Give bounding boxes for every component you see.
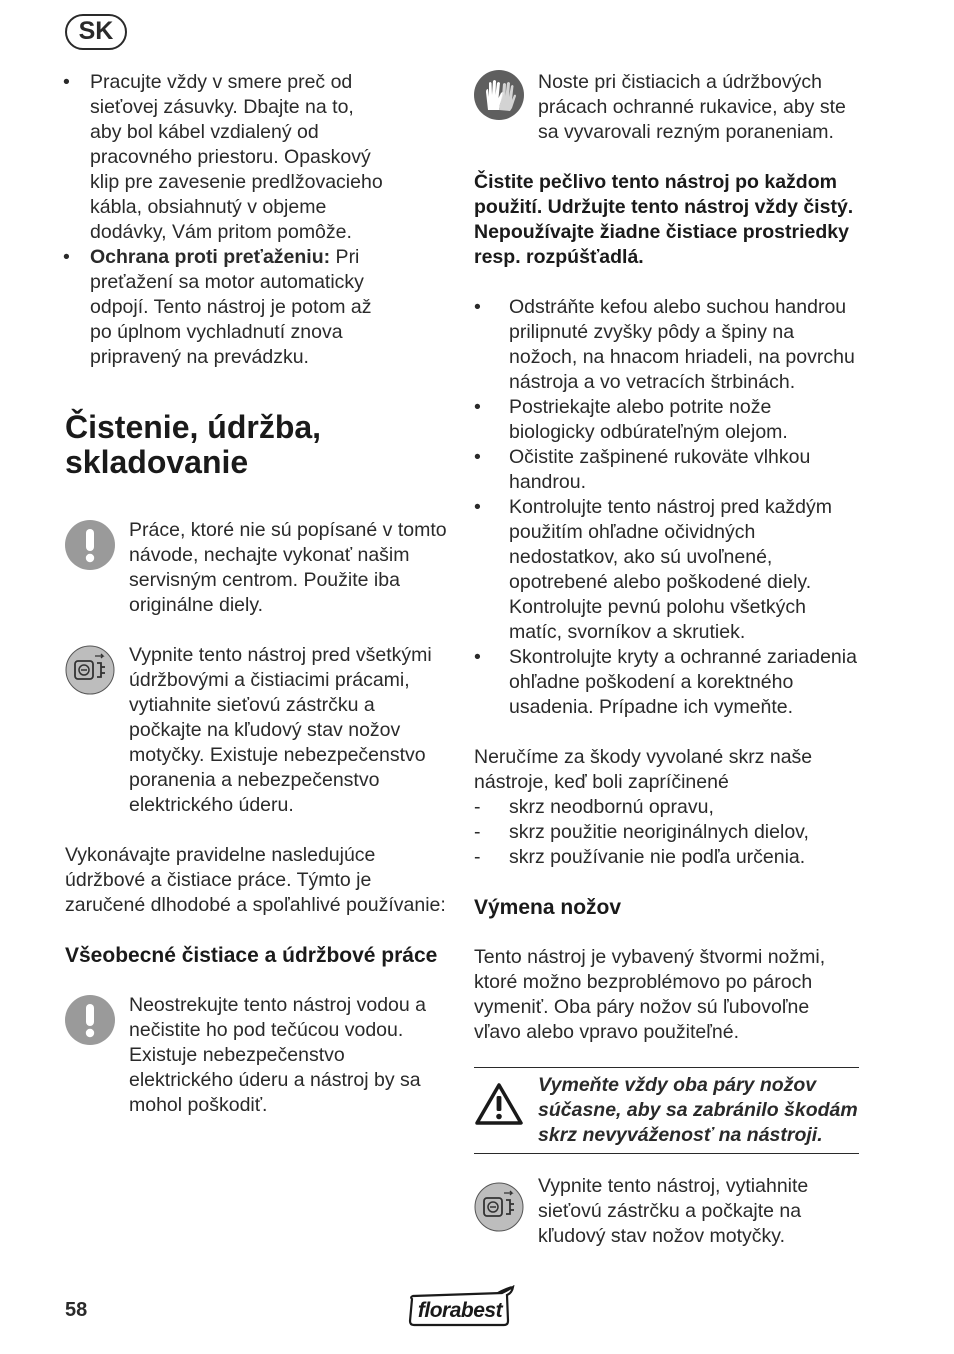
bullet: •: [474, 446, 481, 468]
list-item-text: Odstráňte kefou alebo suchou handrou prilipnuté zvyšky pôdy a špiny na nožoch, na hnacom hriadeli, na povrchu nástroja a vo vetracích štrbinách.: [509, 296, 855, 393]
list-item: [474, 820, 859, 845]
list-item-text: Postriekajte alebo potrite nože biologicky odbúrateľným olejom.: [509, 396, 788, 443]
list-item: [474, 445, 859, 495]
dash: -: [474, 821, 481, 843]
blades-text: Tento nástroj je vybavený štvormi nožmi, ktoré možno bezproblémovo po pároch vymeniť. Oba páry nožov sú ľubovoľne vľavo alebo vpravo použiteľné.: [474, 946, 826, 1043]
list-item: [474, 295, 859, 395]
left-column: [65, 70, 450, 1118]
intro-bullet-list: [0, 70, 450, 370]
list-item-text: Kontrolujte tento nástroj pred každým použitím ohľadne očividných nedostatkov, ako sú uvoľnené, opotrebené alebo poškodené diely. Kontrolujte pevnú polohu všetkých matíc, svorníkov a skrutiek.: [509, 496, 833, 643]
right-column: [474, 70, 859, 1249]
list-item-text: skrz použitie neoriginálnych dielov,: [509, 821, 809, 843]
regular-maintenance-text: Vykonávajte pravidelne nasledujúce údržbové a čistiace práce. Týmto je zaručené dlhodobé a spoľahlivé používanie:: [65, 844, 446, 916]
clean-bold-text: Čistite pečlivo tento nástroj po každom použití. Udržujte tento nástroj vždy čistý. Nepoužívajte žiadne čistiace prostriedky resp. rozpúšťadlá.: [474, 171, 854, 268]
clean-bullet-list: [474, 295, 859, 720]
warning-triangle-icon: [474, 1082, 524, 1126]
notice-service-text: Práce, ktoré nie sú popísané v tomto návode, nechajte vykonať našim servisným centrom. Použite iba originálne diely.: [129, 519, 447, 616]
list-item: [474, 845, 859, 870]
logo-text: florabest: [417, 1299, 503, 1322]
bullet: •: [63, 71, 70, 93]
language-badge: SK: [65, 14, 127, 50]
notice-unplug: [65, 643, 450, 818]
section-title: Čistenie, údržba, skladovanie: [65, 409, 322, 480]
notice-unplug-2-text: Vypnite tento nástroj, vytiahnite sieťovú zástrčku a počkajte na kľudový stav nožov motyčky.: [538, 1175, 809, 1247]
blades-title: Výmena nožov: [474, 896, 622, 919]
list-item-text: skrz neodbornú opravu,: [509, 796, 714, 818]
bullet: •: [63, 246, 70, 268]
notice-water-text: Neostrekujte tento nástroj vodou a nečistite ho pod tečúcou vodou. Existuje nebezpečenstvo elektrického úderu a nástroj by sa mohol poškodiť.: [129, 994, 427, 1116]
unplug-icon: [65, 645, 115, 695]
bullet: •: [474, 296, 481, 318]
notice-service: [65, 518, 450, 618]
dash: -: [474, 846, 481, 868]
notice-gloves-text: Noste pri čistiacich a údržbových prácach ochranné rukavice, aby ste sa vyvarovali rezným poraneniam.: [538, 71, 846, 143]
list-item: [0, 70, 450, 245]
bullet: •: [474, 496, 481, 518]
list-item-text: Skontrolujte kryty a ochranné zariadenia ohľadne poškodení a korektného usadenia. Prípadne ich vymeňte.: [509, 646, 857, 718]
gloves-icon: [474, 70, 524, 120]
list-item-lead: Ochrana proti preťaženiu:: [90, 246, 331, 268]
notice-unplug-2: [474, 1174, 859, 1249]
unplug-icon: [474, 1182, 524, 1232]
bullet: •: [474, 396, 481, 418]
notice-water: [65, 993, 450, 1118]
list-item: [474, 795, 859, 820]
blades-warning-text: Vymeňte vždy oba páry nožov súčasne, aby sa zabránilo škodám skrz nevyváženosť na nástroji.: [538, 1074, 858, 1146]
list-item: [474, 495, 859, 645]
list-item-text: Pracujte vždy v smere preč od sieťovej zásuvky. Dbajte na to, aby bol kábel vzdialený od pracovného priestoru. Opaskový klip pre zavesenie predlžovacieho kábla, obsiahnutý v objeme dodávky, Vám pritom pomôže.: [90, 71, 383, 243]
list-item-text: skrz používanie nie podľa určenia.: [509, 846, 806, 868]
list-item: [474, 395, 859, 445]
list-item: [0, 245, 450, 370]
dash: -: [474, 796, 481, 818]
bullet: •: [474, 646, 481, 668]
page-number: 58: [65, 1299, 88, 1321]
list-item-text: Pri preťažení sa motor automaticky odpojí. Tento nástroj je potom až po úplnom vychladnutí znova pripravený na prevádzku.: [90, 246, 372, 368]
blades-warning: [474, 1067, 859, 1154]
liability-list: [474, 795, 859, 870]
notice-gloves: [474, 70, 859, 145]
general-title: Všeobecné čistiace a údržbové práce: [65, 944, 438, 967]
list-item: [474, 645, 859, 720]
liability-intro: Neručíme za škody vyvolané skrz naše nástroje, keď boli zapríčinené: [474, 746, 813, 793]
notice-unplug-text: Vypnite tento nástroj pred všetkými údržbovými a čistiacimi prácami, vytiahnite sieťovú zástrčku a počkajte na kľudový stav nožov motyčky. Existuje nebezpečenstvo poranenia a nebezpečenstvo elektrického úderu.: [129, 644, 432, 816]
list-item-text: Očistite zašpinené rukoväte vlhkou handrou.: [509, 446, 811, 493]
exclamation-icon: [65, 995, 115, 1045]
exclamation-icon: [65, 520, 115, 570]
florabest-logo: [406, 1285, 516, 1327]
